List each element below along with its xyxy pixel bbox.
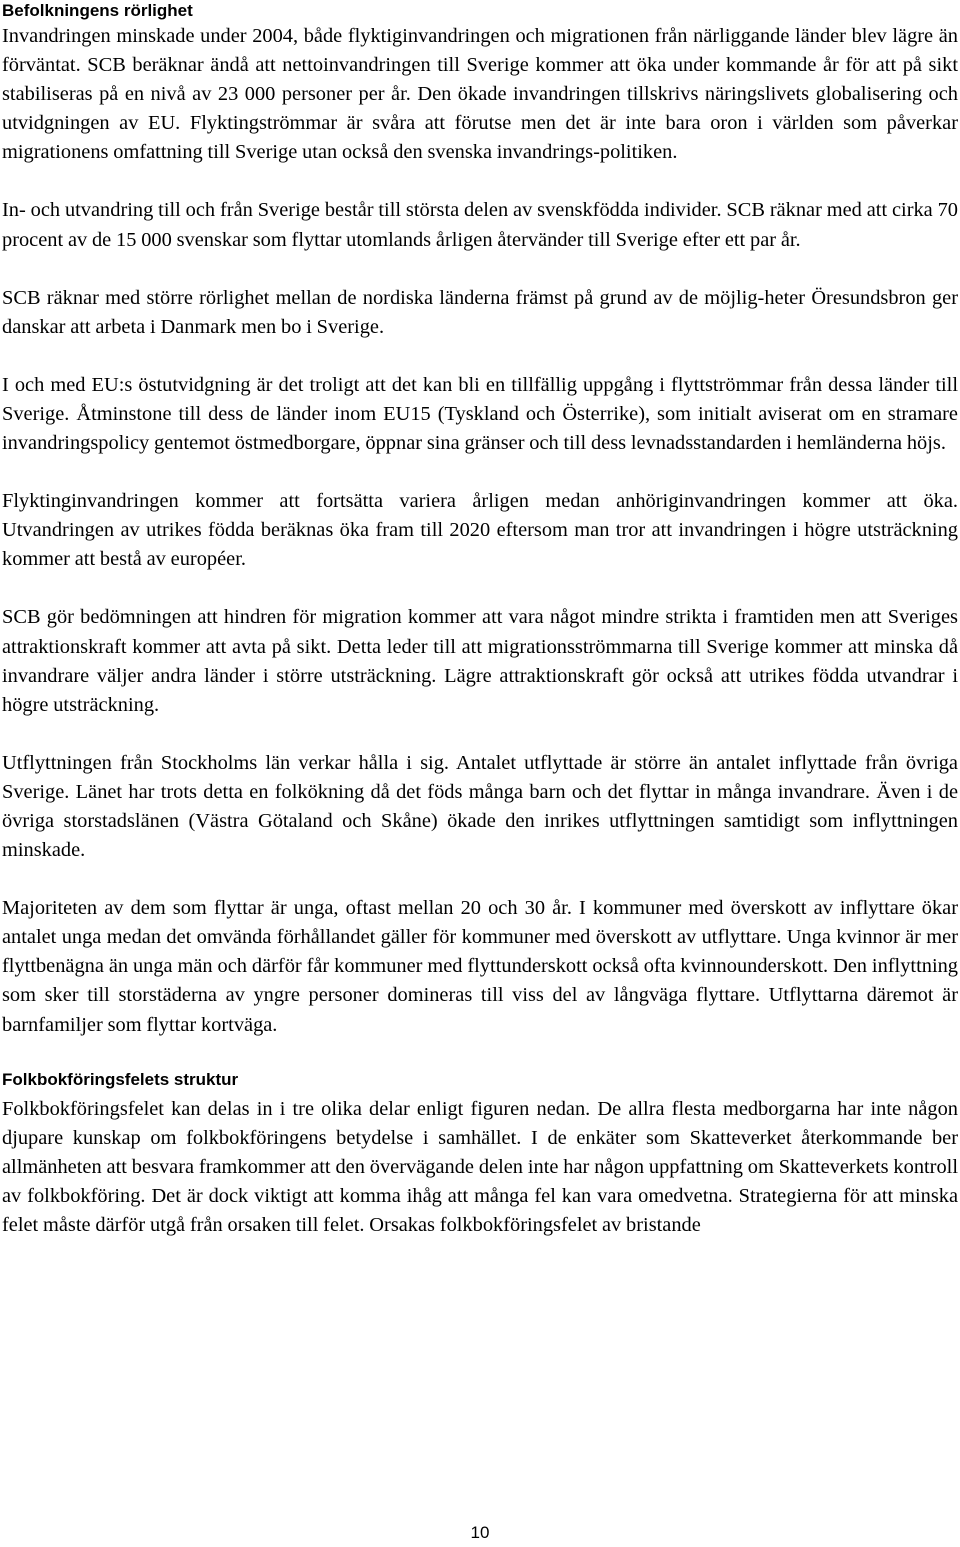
section-heading-folkbokforingsfel: Folkbokföringsfelets struktur [2,1069,239,1089]
paragraph: Invandringen minskade under 2004, både flyktiginvandringen och migrationen från närliggande länder blev lägre än förväntat. SCB beräknar ändå att nettoinvandringen till Sverige kommer att öka under kommande år för att på sikt stabiliseras på en nivå av 23 000 personer per år. Den ökade invandringen tillskrivs näringslivets globalisering och utvidgningen av EU. Flyktingströmmar är svåra att förutse men det är inte bara oron i världen som påverkar migrationens omfattning till Sverige utan också den svenska invandrings-politiken. [2,25,958,164]
paragraph: Flyktinginvandringen kommer att fortsätta variera årligen medan anhöriginvandringen kommer att öka. Utvandringen av utrikes födda beräknas öka fram till 2020 eftersom man tror att invandringen i högre utsträckning kommer att bestå av européer. [2,490,958,571]
paragraph: In- och utvandring till och från Sverige består till största delen av svenskfödda individer. SCB räknar med att cirka 70 procent av de 15 000 svenskar som flyttar utomlands årligen återvänder till Sverige efter ett par år. [2,199,958,251]
paragraph: Folkbokföringsfelet kan delas in i tre olika delar enligt figuren nedan. De allra flesta medborgarna har inte någon djupare kunskap om folkbokföringens betydelse i samhället. I de enkäter som Skatteverket återkommande ber allmänheten att besvara framkommer att den övervägande delen inte har någon uppfattning om Skatteverkets kontroll av folkbokföring. Det är dock viktigt att komma ihåg att många fel kan vara omedvetna. Strategierna för att minska felet måste därför utgå från orsaken till felet. Orsakas folkbokföringsfelet av bristande [2,1097,958,1236]
paragraph: Majoriteten av dem som flyttar är unga, oftast mellan 20 och 30 år. I kommuner med överskott av inflyttare ökar antalet unga medan det omvända förhållandet gäller för kommuner med överskott av utflyttare. Unga kvinnor är mer flyttbenägna än unga män och därför får kommuner med flyttunderskott också ofta kvinnounderskott. Den inflyttning som sker till storstäderna av yngre personer domineras till viss del av långväga flyttare. Utflyttarna däremot är barnfamiljer som flyttar kortväga. [2,897,958,1036]
page-number: 10 [470,1523,490,1542]
section-heading-rorlighet: Befolkningens rörlighet [2,1,193,20]
paragraph: Utflyttningen från Stockholms län verkar hålla i sig. Antalet utflyttade är större än antalet inflyttade från övriga Sverige. Länet har trots detta en folkökning då det föds många barn och det flyttar in många invandrare. Även i de övriga storstadslänen (Västra Götaland och Skåne) ökade den inrikes utflyttningen samtidigt som inflyttningen minskade. [2,751,958,862]
paragraph: I och med EU:s östutvidgning är det troligt att det kan bli en tillfällig uppgång i flyttströmmar från dessa länder till Sverige. Åtminstone till dess de länder inom EU15 (Tyskland och Österrike), som initialt aviserat om en stramare invandringspolicy gentemot östmedborgare, öppnar sina gränser och till dess levnadsstandarden i hemländerna höjs. [2,373,958,455]
paragraph: SCB räknar med större rörlighet mellan de nordiska länderna främst på grund av de möjlig-heter Öresundsbron ger danskar att arbeta i Danmark men bo i Sverige. [2,286,958,338]
paragraph: SCB gör bedömningen att hindren för migration kommer att vara något mindre strikta i framtiden men att Sveriges attraktionskraft kommer att avta på sikt. Detta leder till att migrationsströmmarna till Sverige kommer att minska då invandrare väljer andra länder i större utsträckning. Lägre attraktionskraft gör också att utrikes födda utvandrar i högre utsträckning. [2,606,958,716]
